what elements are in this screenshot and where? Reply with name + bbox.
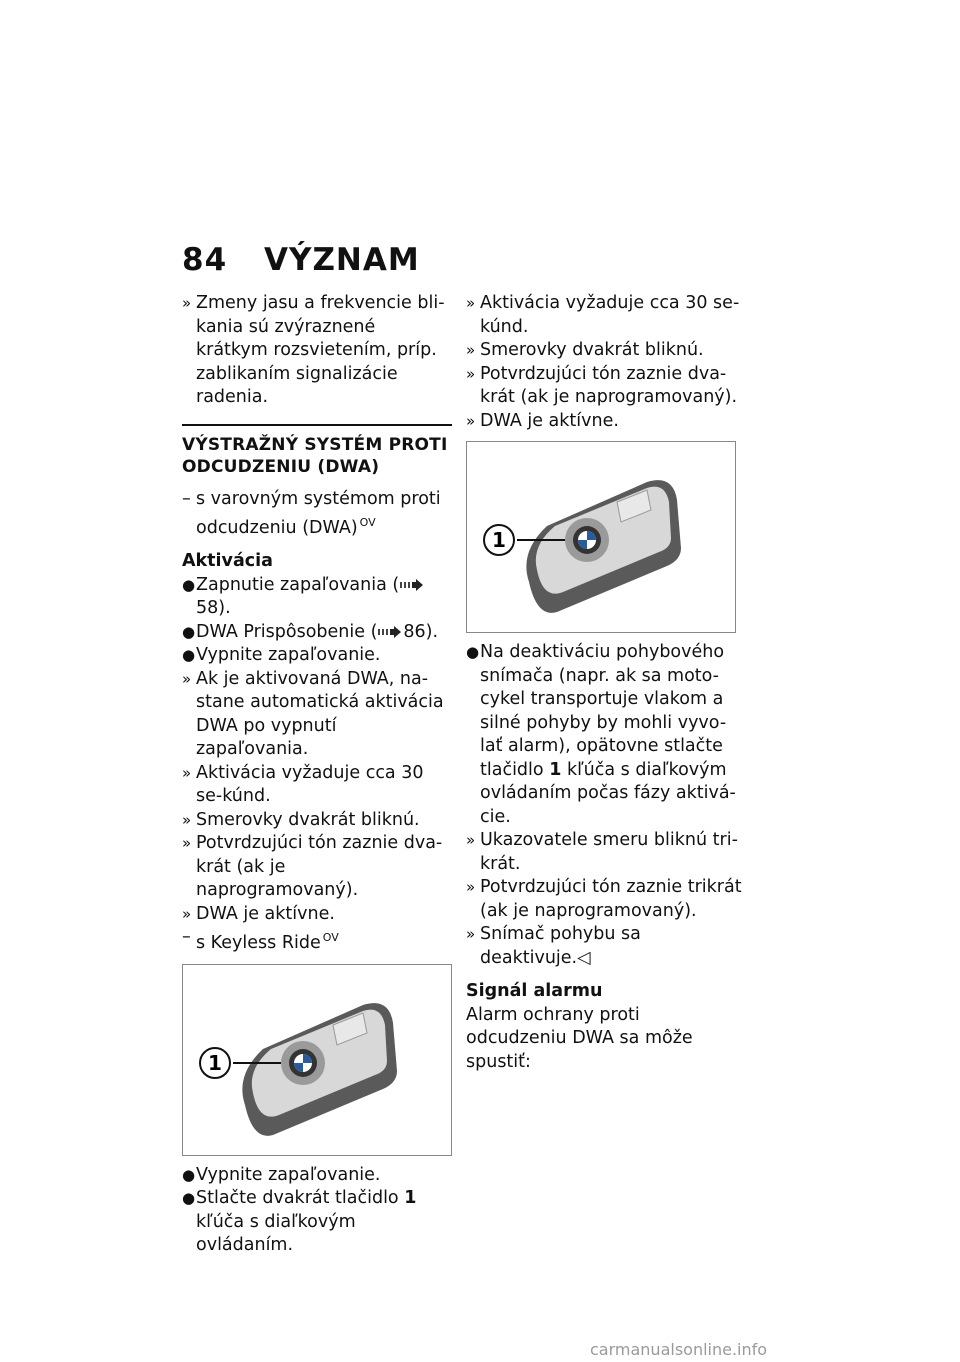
result-marker: » <box>182 904 192 923</box>
page-number: 84 <box>182 242 228 278</box>
section-divider <box>182 424 452 426</box>
result-item <box>466 363 742 410</box>
right-column <box>466 292 742 1074</box>
page-reference-arrow-icon <box>377 625 403 639</box>
result-marker: » <box>466 831 476 849</box>
bullet-marker: ● <box>182 1165 196 1184</box>
result-text: Aktivácia vyžaduje cca 30 se-kúnd. <box>480 293 740 337</box>
bullet-text: Zapnutie zapaľovania ( <box>196 574 400 595</box>
result-item <box>466 292 742 339</box>
result-item <box>466 923 742 970</box>
option-superscript: OV <box>359 516 376 529</box>
activation-title: Aktivácia <box>182 551 273 572</box>
bullet-marker: ● <box>182 1189 196 1208</box>
result-text: Potvrdzujúci tón zaznie dva-krát (ak je naprogramovaný). <box>196 833 443 901</box>
result-item <box>466 339 742 363</box>
result-text: Snímač pohybu sa deaktivuje. <box>480 924 641 968</box>
left-column <box>182 292 452 1258</box>
result-marker: » <box>466 925 476 943</box>
result-item <box>466 410 742 434</box>
result-marker: » <box>182 810 192 829</box>
bullet-text: kľúča s diaľkovým ovládaním počas fázy aktivá-cie. <box>480 759 736 827</box>
bullet-item <box>466 641 742 829</box>
result-marker: » <box>466 294 476 312</box>
watermark: carmanualsonline.info <box>590 1340 768 1359</box>
option-item <box>182 926 452 955</box>
figure-label: 1 <box>492 528 506 552</box>
bullet-item <box>182 644 452 668</box>
page-title: VÝZNAM <box>264 242 420 278</box>
result-marker: » <box>466 878 476 896</box>
result-item <box>182 832 452 903</box>
option-superscript: OV <box>322 931 339 945</box>
bullet-item <box>182 1164 452 1188</box>
result-marker: » <box>466 341 476 359</box>
remote-key-image <box>467 442 735 632</box>
page-reference-arrow-icon <box>399 578 425 592</box>
bullet-marker: ● <box>182 622 196 641</box>
bullet-text: DWA Prispôsobenie ( <box>196 621 378 642</box>
bullet-item <box>182 574 452 621</box>
option-text: s varovným systémom proti odcudzeniu (DWA) <box>196 488 441 538</box>
result-marker: » <box>466 411 476 430</box>
dash-marker: – <box>182 488 191 509</box>
result-text: Ak je aktivovaná DWA, na-stane automatická aktivácia DWA po vypnutí zapaľovania. <box>196 668 444 760</box>
signal-title: Signál alarmu <box>466 981 603 1001</box>
bullet-text: Na deaktiváciu pohybového snímača (napr. ak sa moto-cykel transportuje vlakom a silné pohyby by mohli vyvo-lať alarm), opätovne stlačte tlačidlo <box>480 642 727 780</box>
result-item <box>182 762 452 809</box>
result-item <box>182 292 452 410</box>
result-item <box>182 903 452 927</box>
remote-key-image <box>183 965 451 1155</box>
bullet-marker: ● <box>182 575 196 594</box>
option-text: s Keyless Ride <box>196 933 321 954</box>
result-marker: » <box>182 669 192 688</box>
bullet-text: kľúča s diaľkovým ovládaním. <box>196 1211 356 1256</box>
bullet-marker: ● <box>466 643 480 661</box>
result-text: Ukazovatele smeru bliknú tri-krát. <box>480 830 738 874</box>
result-text: Aktivácia vyžaduje cca 30 se-kúnd. <box>196 762 424 807</box>
button-number: 1 <box>549 759 562 780</box>
result-marker: » <box>182 294 192 312</box>
bullet-text: Stlačte dvakrát tlačidlo <box>196 1188 399 1209</box>
result-marker: » <box>466 364 476 383</box>
result-item <box>466 876 742 923</box>
result-item <box>466 829 742 876</box>
dash-marker: – <box>182 927 191 948</box>
page-reference: 86). <box>403 621 439 642</box>
result-text: Potvrdzujúci tón zaznie dva-krát (ak je naprogramovaný). <box>480 363 738 407</box>
button-number: 1 <box>404 1188 417 1209</box>
end-of-section-icon: ◁ <box>577 947 591 968</box>
option-item <box>182 488 452 541</box>
bullet-item <box>182 621 452 645</box>
key-figure <box>182 964 452 1156</box>
figure-label: 1 <box>208 1050 222 1075</box>
page-reference: 58). <box>196 598 231 619</box>
result-text: DWA je aktívne. <box>196 903 335 924</box>
bullet-text: Vypnite zapaľovanie. <box>196 645 381 666</box>
section-title: VÝSTRAŽNÝ SYSTÉM PROTI ODCUDZENIU (DWA) <box>182 434 448 477</box>
bullet-marker: ● <box>182 646 196 665</box>
result-text: DWA je aktívne. <box>480 410 619 431</box>
result-text: Potvrdzujúci tón zaznie trikrát (ak je naprogramovaný). <box>480 877 742 921</box>
result-item <box>182 809 452 833</box>
key-figure <box>466 441 736 633</box>
result-text: Smerovky dvakrát bliknú. <box>480 340 704 360</box>
result-text: Smerovky dvakrát bliknú. <box>196 809 420 830</box>
result-marker: » <box>182 834 192 853</box>
bullet-text: Vypnite zapaľovanie. <box>196 1164 381 1185</box>
signal-text: Alarm ochrany proti odcudzeniu DWA sa môže spustiť: <box>466 1004 693 1072</box>
result-item <box>182 668 452 762</box>
bullet-item <box>182 1187 452 1258</box>
result-text: Zmeny jasu a frekvencie bli-kania sú zvýraznené krátkym rozsvietením, príp. zablikaním signalizácie radenia. <box>196 293 445 407</box>
page-header <box>182 242 420 278</box>
result-marker: » <box>182 763 192 782</box>
